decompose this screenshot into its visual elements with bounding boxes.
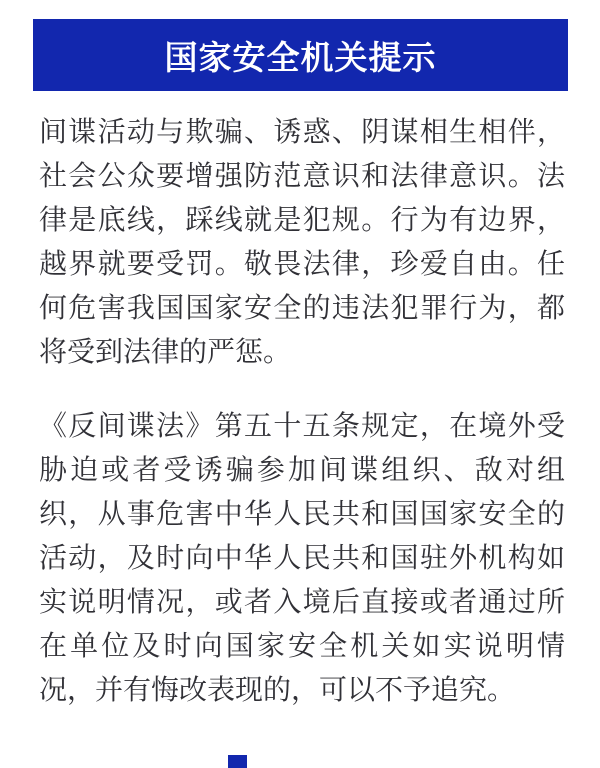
text-line: 将受到法律的严惩。	[39, 336, 292, 367]
text-line: 织，从事危害中华人民共和国国家安全的	[39, 498, 566, 529]
paragraph-law-article-55	[39, 404, 566, 712]
notice-body	[39, 110, 566, 712]
text-line: 越界就要受罚。敬畏法律，珍爱自由。任	[39, 248, 566, 279]
text-line: 实说明情况，或者入境后直接或者通过所	[39, 586, 566, 617]
text-line: 况，并有悔改表现的，可以不予追究。	[39, 674, 516, 705]
notice-title: 国家安全机关提示	[164, 38, 437, 76]
notice-header-banner	[33, 19, 568, 91]
paragraph-espionage-warning	[39, 110, 566, 374]
text-line: 社会公众要增强防范意识和法律意识。法	[39, 160, 566, 191]
text-line: 《反间谍法》第五十五条规定，在境外受	[39, 410, 566, 441]
text-line: 胁迫或者受诱骗参加间谍组织、敌对组	[39, 454, 566, 485]
next-banner-fragment	[228, 755, 247, 768]
text-line: 在单位及时向国家安全机关如实说明情	[39, 630, 566, 661]
text-line: 活动，及时向中华人民共和国驻外机构如	[39, 542, 566, 573]
text-line: 间谍活动与欺骗、诱惑、阴谋相生相伴，	[39, 116, 566, 147]
text-line: 律是底线，踩线就是犯规。行为有边界，	[39, 204, 566, 235]
text-line: 何危害我国国家安全的违法犯罪行为，都	[39, 292, 566, 323]
